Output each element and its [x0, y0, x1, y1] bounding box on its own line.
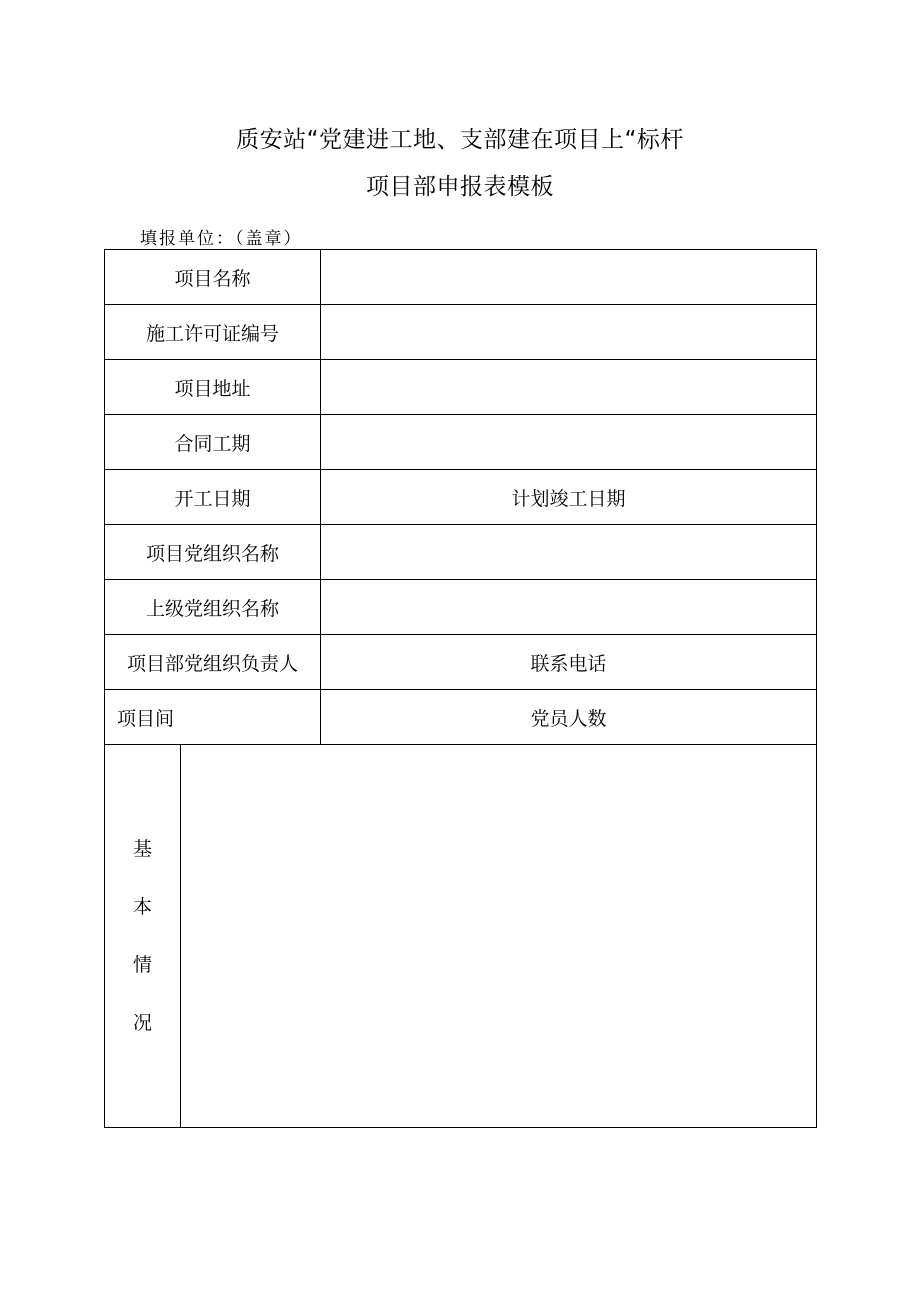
party-leader-label: 项目部党组织负责人	[105, 635, 321, 690]
basic-info-char: 基	[132, 838, 152, 860]
form-title-line1: 质安站“党建进工地、支部建在项目上“标杆	[236, 127, 684, 153]
start-date-label: 开工日期	[105, 470, 321, 525]
planned-completion-label: 计划竣工日期	[321, 470, 817, 525]
table-row	[105, 415, 817, 470]
project-name-field[interactable]	[321, 250, 817, 305]
table-row	[105, 745, 817, 1128]
project-address-label: 项目地址	[105, 360, 321, 415]
project-address-field[interactable]	[321, 360, 817, 415]
party-org-name-field[interactable]	[321, 525, 817, 580]
party-org-name-label: 项目党组织名称	[105, 525, 321, 580]
basic-info-char: 情	[132, 954, 152, 976]
table-row	[105, 690, 817, 745]
basic-info-char: 本	[132, 896, 152, 918]
table-row	[105, 635, 817, 690]
form-title-line2: 项目部申报表模板	[366, 174, 554, 200]
contract-period-label: 合同工期	[105, 415, 321, 470]
table-row	[105, 525, 817, 580]
superior-org-name-label: 上级党组织名称	[105, 580, 321, 635]
contract-period-field[interactable]	[321, 415, 817, 470]
table-row	[105, 360, 817, 415]
table-row	[105, 580, 817, 635]
application-form-table	[104, 249, 817, 1128]
contact-phone-label: 联系电话	[321, 635, 817, 690]
table-row	[105, 305, 817, 360]
basic-info-char: 况	[132, 1012, 152, 1034]
table-row	[105, 250, 817, 305]
table-row	[105, 470, 817, 525]
member-count-label: 党员人数	[321, 690, 817, 745]
project-room-label: 项目间	[105, 690, 321, 745]
filling-unit-label: 填报单位：（盖章）	[140, 229, 303, 249]
basic-info-label	[105, 745, 181, 1128]
project-name-label: 项目名称	[105, 250, 321, 305]
superior-org-name-field[interactable]	[321, 580, 817, 635]
permit-number-field[interactable]	[321, 305, 817, 360]
basic-info-field[interactable]	[181, 745, 817, 1128]
permit-number-label: 施工许可证编号	[105, 305, 321, 360]
